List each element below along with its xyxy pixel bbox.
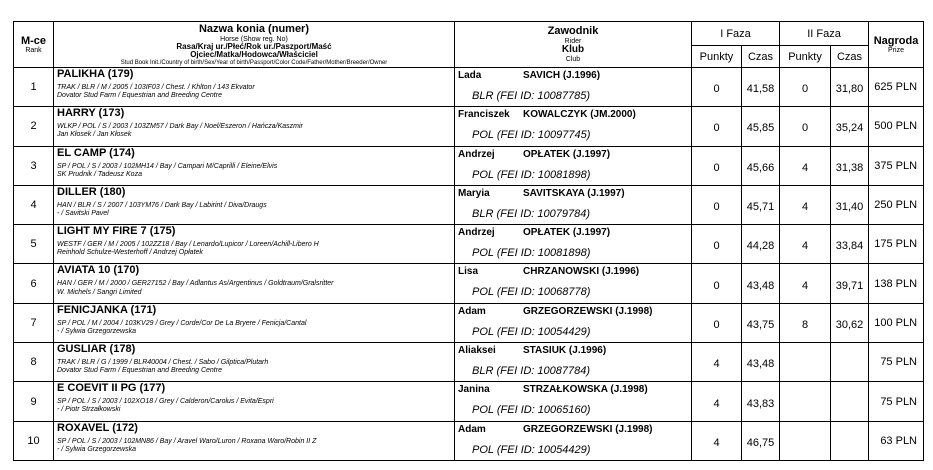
horse-info: SP / POL / S / 2003 / 102MH14 / Bay / Campari M/Caprilli / Eleine/Elvis [57,162,278,170]
phase2-points: 4 [780,264,831,303]
horse-owner: W. Michels / Sangri Limited [57,288,142,296]
rider-cell [455,264,692,303]
rider-header [455,22,692,68]
rider-club: POL (FEI ID: 10097745) [472,129,591,142]
horse-cell [54,382,455,421]
horse-header-line3: Rasa/Kraj ur./Płeć/Rok ur./Paszport/Maść [176,41,332,51]
phase1-points-header: Punkty [692,46,742,68]
prize-cell: 75 PLN [869,382,924,421]
rank-cell: 9 [14,382,54,421]
table-row [14,107,924,146]
phase1-points: 0 [692,185,742,224]
phase1-time: 45,66 [742,146,780,185]
rider-club: POL (FEI ID: 10068778) [472,286,591,299]
prize-cell: 250 PLN [869,185,924,224]
phase2-points: 4 [780,225,831,264]
rider-cell [455,382,692,421]
rider-first-name: Lisa [458,266,479,278]
horse-header-line5: Stud Book Init./Country of birth/Sex/Year of birth/Passport/Color Code/Father/Mother/Breeder/Owner [120,59,388,66]
phase1-points: 0 [692,264,742,303]
horse-header [54,22,455,68]
horse-info: WESTF / GER / M / 2005 / 102ZZ18 / Bay / Lenardo/Lupicor / Loreen/Achill-Libero H [57,241,319,249]
horse-name: PALIKHA (179) [57,68,134,80]
horse-name: DILLER (180) [57,185,126,198]
rider-cell [455,185,692,224]
horse-cell [54,107,455,146]
rider-last-name: SAVICH (J.1996) [523,70,601,81]
horse-name: EL CAMP (174) [57,146,135,159]
rider-first-name: Janina [458,384,490,396]
phase1-time: 45,85 [742,107,780,146]
rider-last-name: OPŁATEK (J.1997) [523,148,611,160]
rank-header-label: M-ce [20,35,47,47]
horse-name: LIGHT MY FIRE 7 (175) [57,225,176,238]
phase2-time [831,382,869,421]
rider-cell [455,303,692,342]
table-row [14,382,924,421]
prize-cell: 375 PLN [869,146,924,185]
phase2-time: 30,62 [831,303,869,342]
horse-cell [54,225,455,264]
rank-cell: 5 [14,225,54,264]
table-row [14,146,924,185]
header-row [14,22,924,46]
rank-cell: 8 [14,343,54,382]
horse-info: HAN / GER / M / 2000 / GER27152 / Bay / Adlantus As/Argentinus / Goldtraum/Gralsritter [57,280,334,288]
rider-first-name: Lada [458,70,482,81]
phase2-points: 4 [780,185,831,224]
horse-name: HARRY (173) [57,107,125,120]
horse-owner: Reinhold Schulze-Westerhoff / Andrzej Opłatek [57,249,203,257]
phase1-time: 46,75 [742,421,780,460]
phase1-header: I Faza [692,22,780,46]
prize-header [869,22,924,68]
horse-owner: - / Sylwia Grzegorzewska [57,327,136,335]
table-row [14,421,924,460]
horse-cell [54,303,455,342]
horse-owner: Jan Kłosek / Jan Kłosek [57,131,132,139]
rank-cell: 3 [14,146,54,185]
phase2-time: 31,80 [831,68,869,107]
phase2-time: 31,40 [831,185,869,224]
rider-last-name: GRZEGORZEWSKI (J.1998) [523,423,653,435]
table-row [14,185,924,224]
rider-last-name: OPŁATEK (J.1997) [523,227,611,239]
horse-info: WLKP / POL / S / 2003 / 103ZM57 / Dark Bay / Noel/Eszeron / Hańcza/Kaszmir [57,123,303,131]
prize-cell: 75 PLN [869,343,924,382]
rank-cell: 1 [14,68,54,107]
horse-info: TRAK / BLR / M / 2005 / 103IF03 / Chest. / Khlton / 143 Ekvator [57,84,255,91]
horse-cell [54,421,455,460]
table-row [14,68,924,107]
horse-info: SP / POL / S / 2003 / 102MN86 / Bay / Aravel Waro/Luron / Roxana Waro/Robin II Z [57,437,317,445]
horse-owner: - / Piotr Strzałkowski [57,406,121,414]
horse-cell [54,343,455,382]
prize-cell: 175 PLN [869,225,924,264]
horse-owner: Dovator Stud Farm / Equestrian and Breeding Centre [57,367,222,375]
prize-cell: 500 PLN [869,107,924,146]
rider-first-name: Andrzej [458,148,495,160]
horse-cell [54,146,455,185]
rank-cell: 4 [14,185,54,224]
rider-last-name: STRZAŁKOWSKA (J.1998) [523,384,648,396]
horse-cell [54,185,455,224]
phase1-time: 43,75 [742,303,780,342]
phase2-time [831,421,869,460]
phase2-time: 35,24 [831,107,869,146]
horse-owner: Dovator Stud Farm / Equestrian and Breeding Centre [57,92,222,100]
phase1-points: 0 [692,146,742,185]
prize-header-label: Nagroda [873,34,919,47]
rank-header [14,22,54,68]
phase2-time: 33,84 [831,225,869,264]
phase2-time-header: Czas [831,46,869,68]
rank-header-sub: Rank [25,47,42,54]
rider-last-name: STASIUK (J.1996) [523,345,607,357]
horse-info: HAN / BLR / S / 2007 / 103YM76 / Dark Bay / Labirint / Diva/Draugs [57,201,267,209]
rider-first-name: Franciszek [458,109,510,121]
phase2-points: 8 [780,303,831,342]
rank-cell: 6 [14,264,54,303]
horse-owner: - / Savitski Pavel [57,209,109,217]
horse-name: ROXAVEL (172) [57,421,138,434]
phase1-points: 0 [692,107,742,146]
phase1-points: 4 [692,382,742,421]
rider-last-name: SAVITSKAYA (J.1997) [523,187,625,199]
horse-name: GUSLIAR (178) [57,343,136,356]
phase2-points: 0 [780,107,831,146]
phase2-points-header: Punkty [780,46,831,68]
rank-cell: 2 [14,107,54,146]
prize-cell: 63 PLN [869,421,924,460]
phase1-time: 43,48 [742,343,780,382]
results-body [14,68,924,461]
horse-info: TRAK / BLR / G / 1999 / BLR40004 / Chest. / Sabo / Gilptica/Plutarh [57,359,269,367]
table-row [14,343,924,382]
phase1-points: 0 [692,303,742,342]
prize-cell: 100 PLN [869,303,924,342]
rider-cell [455,421,692,460]
rider-club: POL (FEI ID: 10065160) [472,404,591,417]
horse-info: SP / POL / S / 2003 / 102XO18 / Grey / Calderon/Carolus / Evita/Espri [57,398,274,406]
prize-cell: 625 PLN [869,68,924,107]
club-header-label: Klub [561,44,585,56]
rider-header-label: Zawodnik [547,25,599,38]
phase2-header: II Faza [780,22,869,46]
rider-cell [455,68,692,107]
phase1-time: 43,48 [742,264,780,303]
rider-club: POL (FEI ID: 10054429) [472,325,591,338]
horse-name: E COEVIT II PG (177) [57,382,166,395]
phase1-time-header: Czas [742,46,780,68]
horse-header-line4: Ojciec/Matka/Hodowca/Właściciel [190,50,318,60]
rider-cell [455,107,692,146]
phase1-points: 4 [692,343,742,382]
horse-header-sub: Horse (Show reg. No) [220,35,288,43]
phase1-time: 41,58 [742,68,780,107]
rider-last-name: CHRZANOWSKI (J.1996) [523,266,640,278]
rider-club: BLR (FEI ID: 10079784) [472,207,591,220]
prize-cell: 138 PLN [869,264,924,303]
phase1-points: 4 [692,421,742,460]
rider-first-name: Adam [458,423,486,435]
phase1-time: 43,83 [742,382,780,421]
phase2-time: 31,38 [831,146,869,185]
horse-cell [54,264,455,303]
rank-cell: 10 [14,421,54,460]
phase1-points: 0 [692,225,742,264]
phase1-time: 44,28 [742,225,780,264]
table-row [14,264,924,303]
rider-first-name: Maryia [458,187,490,199]
horse-name: FENICJANKA (171) [57,303,157,316]
rider-club: POL (FEI ID: 10081898) [472,247,591,260]
horse-owner: SK Prudnik / Tadeusz Koza [57,170,142,178]
horse-info: SP / POL / M / 2004 / 103KV29 / Grey / Corde/Cor De La Bryere / Fenicja/Cantal [57,319,307,327]
club-header-sub: Club [565,55,581,63]
rider-club: POL (FEI ID: 10081898) [472,168,591,181]
rider-club: BLR (FEI ID: 10087785) [472,90,591,102]
phase2-points [780,382,831,421]
horse-header-label: Nazwa konia (numer) [198,23,310,35]
rider-club: POL (FEI ID: 10054429) [472,443,591,456]
phase2-points: 4 [780,146,831,185]
table-row [14,225,924,264]
rider-cell [455,225,692,264]
prize-header-sub: Prize [888,46,904,54]
horse-cell [54,68,455,107]
phase2-points [780,343,831,382]
phase2-points: 0 [780,68,831,107]
rider-last-name: KOWALCZYK (JM.2000) [523,109,636,121]
rider-first-name: Aliaksei [458,345,496,357]
rider-first-name: Adam [458,305,486,317]
rider-cell [455,146,692,185]
rank-cell: 7 [14,303,54,342]
table-row [14,303,924,342]
phase2-time [831,343,869,382]
rider-cell [455,343,692,382]
horse-name: AVIATA 10 (170) [57,264,140,277]
rider-last-name: GRZEGORZEWSKI (J.1998) [523,305,653,317]
rider-first-name: Andrzej [458,227,495,239]
results-table [13,21,924,461]
rider-header-sub: Rider [564,37,582,45]
phase1-points: 0 [692,68,742,107]
phase2-time: 39,71 [831,264,869,303]
phase2-points [780,421,831,460]
rider-club: BLR (FEI ID: 10087784) [472,365,591,378]
horse-owner: - / Sylwia Grzegorzewska [57,445,136,453]
phase1-time: 45,71 [742,185,780,224]
